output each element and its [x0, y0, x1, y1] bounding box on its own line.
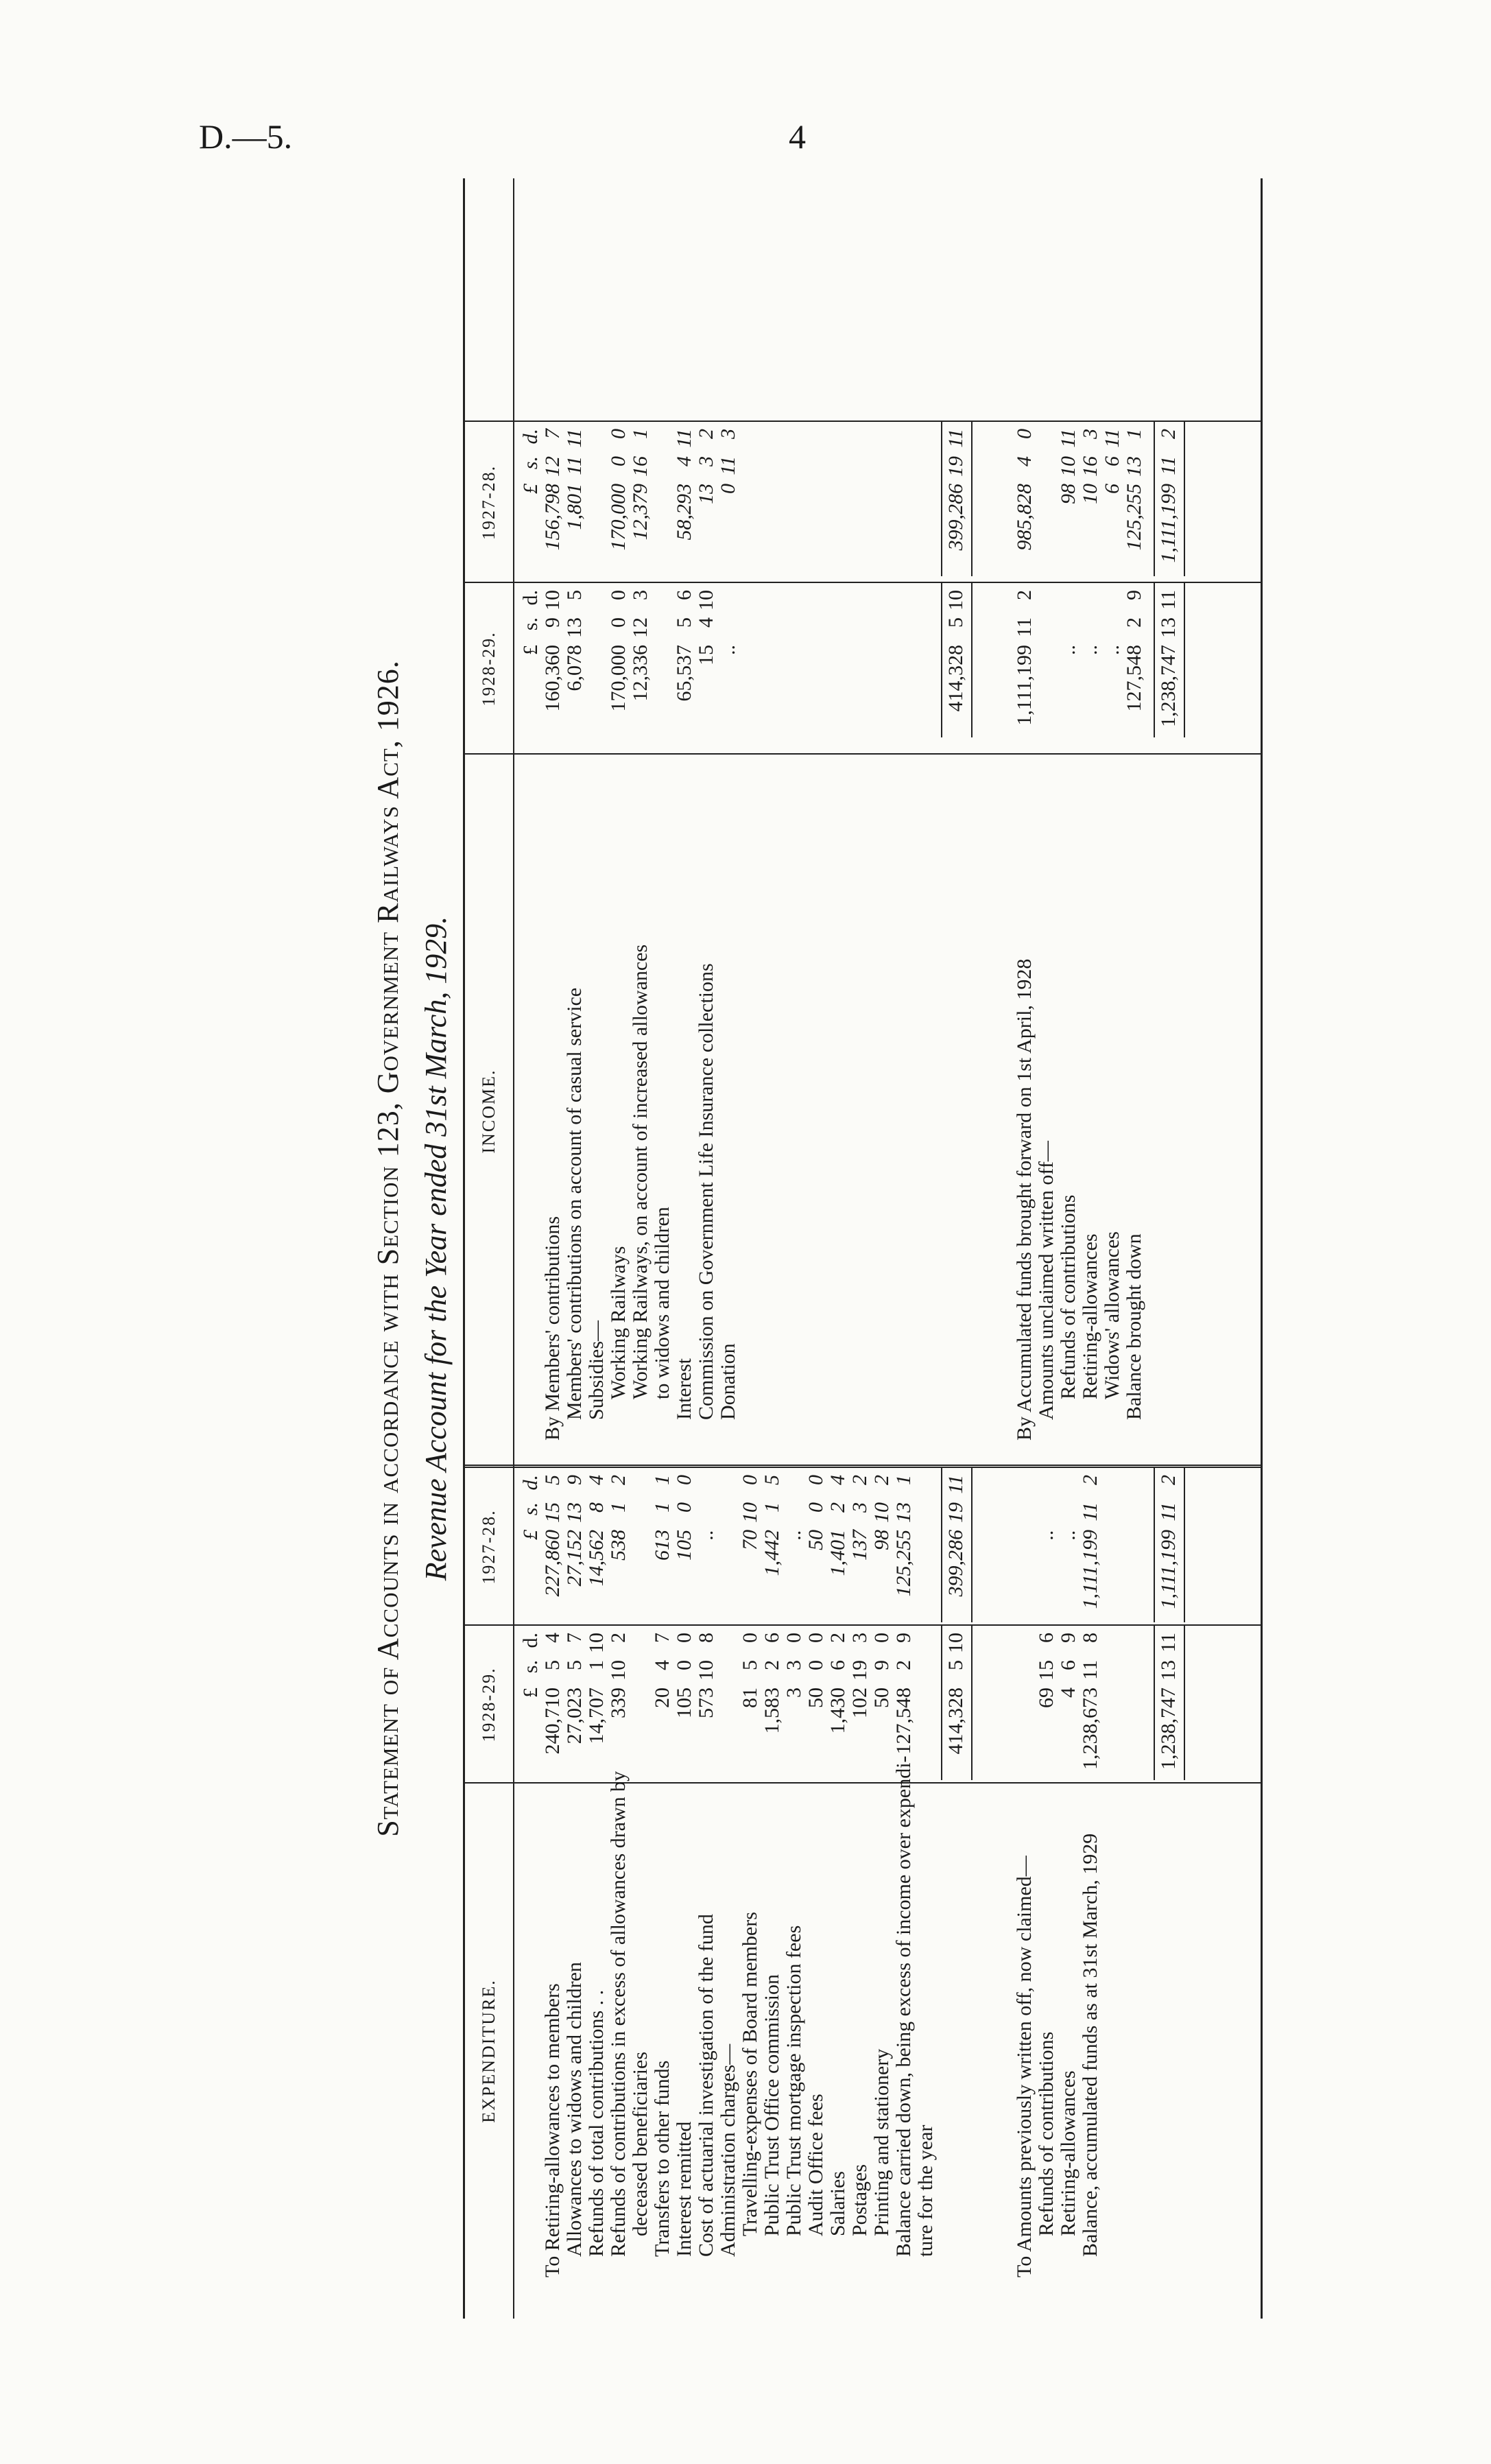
income-row-label: Subsidies—: [585, 1320, 608, 1420]
income-row-1928-pence: 11: [673, 429, 695, 448]
expenditure-row-1929-pence: 0: [870, 1633, 893, 1643]
income-1928-pence-symbol: d.: [519, 429, 542, 445]
expenditure-row-1928-shillings: 3: [848, 1502, 871, 1513]
expenditure2-row-label: Retiring-allowances: [1057, 2070, 1080, 2236]
expenditure-row-label: Allowances to widows and children: [563, 1962, 586, 2257]
expenditure-row-1928-pence: 9: [563, 1475, 586, 1485]
expenditure-row-1929-pence: 0: [783, 1633, 805, 1643]
income-row-1929-pounds: 170,000: [607, 645, 630, 712]
expenditure-row-1928-pounds: 538: [607, 1530, 630, 1561]
income2-row-1928-shillings: 4: [1013, 456, 1036, 466]
income-row-label: Donation: [717, 1343, 739, 1420]
income-1928-total-underline: [1184, 422, 1185, 576]
income2-row-1928-shillings: 10: [1057, 456, 1080, 477]
income-heading: INCOME.: [479, 1069, 499, 1154]
income-row-1928-pounds: 13: [695, 484, 717, 504]
income-1928-total-rule: [1154, 422, 1155, 576]
expenditure2-row-1929-shillings: 11: [1079, 1660, 1101, 1680]
income2-row-1928-pounds: 6: [1101, 484, 1123, 494]
expenditure-row-1928-shillings: 10: [739, 1502, 761, 1523]
income-row-1929-pence: 10: [695, 590, 717, 611]
expenditure2-row-1929-shillings: 6: [1057, 1660, 1080, 1670]
expenditure-row-label: Postages: [848, 2164, 871, 2236]
expenditure-row-1928-pence: 0: [804, 1475, 827, 1485]
income-1929-pence-symbol: d.: [519, 590, 542, 606]
expenditure-row-1928-pounds: ..: [695, 1530, 717, 1540]
income-1928-heading: 1927-28.: [479, 464, 499, 541]
expenditure-row-label: Audit Office fees: [804, 2094, 827, 2236]
income-1929-shillings-symbol: s.: [519, 617, 542, 631]
expenditure-row-1929-pounds: 81: [739, 1687, 761, 1708]
income2-row-1928-shillings: 16: [1079, 456, 1101, 477]
expenditure-row-1928-pounds: 125,255: [892, 1530, 915, 1597]
expenditure-row-1929-shillings: 10: [607, 1660, 630, 1681]
income2-row-1929-pounds: 127,548: [1123, 645, 1145, 712]
income2-row-1928-pounds: 10: [1079, 484, 1101, 504]
expenditure-row-1928-pence: 5: [541, 1475, 564, 1485]
expenditure-row-1928-pence: 1: [892, 1475, 915, 1485]
income-row-1929-pounds: 15: [695, 645, 717, 665]
expenditure-row-1928-shillings: 15: [541, 1502, 564, 1523]
expenditure2-row-1929-pounds: 4: [1057, 1687, 1080, 1698]
income-grand-total-1929-pence: 11: [1157, 590, 1180, 610]
expenditure-1929-subtotal-underline: [971, 1626, 973, 1780]
expenditure-row-1929-shillings: 2: [892, 1660, 915, 1670]
expenditure-row-1928-pence: 0: [739, 1475, 761, 1485]
expenditure-row-1929-shillings: 19: [848, 1660, 871, 1681]
income2-row-label: Refunds of contributions: [1057, 1194, 1080, 1399]
income2-row-label: By Accumulated funds brought forward on 1st April, 1928: [1013, 958, 1036, 1441]
expenditure-row-1928-pence: 2: [870, 1475, 893, 1485]
expenditure-row-1929-pence: 2: [607, 1633, 630, 1643]
expenditure-row-1929-pence: 9: [892, 1633, 915, 1643]
income2-row-1929-pence: 9: [1123, 590, 1145, 600]
income-1929-heading: 1928-29.: [479, 631, 499, 707]
income-1929-subtotal-rule: [941, 583, 942, 737]
income2-row-label: Widows' allowances: [1101, 1231, 1123, 1399]
income-row-1928-shillings: 3: [695, 456, 717, 466]
income2-row-1928-shillings: 13: [1123, 456, 1145, 477]
expenditure-heading: EXPENDITURE.: [479, 1979, 499, 2123]
expenditure-grand-total-1928-pounds: 1,111,199: [1157, 1530, 1180, 1609]
expenditure-row-label: To Retiring-allowances to members: [541, 1983, 564, 2277]
income-row-1929-pounds: 160,360: [541, 645, 564, 712]
income-1928-subtotal-rule: [941, 422, 942, 576]
expenditure-1928-pounds-symbol: £: [519, 1530, 542, 1540]
expenditure-row-1929-pence: 6: [761, 1633, 783, 1643]
income-row-1928-pounds: 0: [717, 484, 739, 494]
expenditure-row-1929-shillings: 10: [695, 1660, 717, 1681]
expenditure-row-1928-pence: 4: [585, 1475, 608, 1485]
income-row-1928-shillings: 11: [563, 456, 586, 475]
expenditure-row-1929-shillings: 5: [739, 1660, 761, 1670]
expenditure2-row-1928-pounds: ..: [1057, 1530, 1080, 1540]
income-row-1929-pence: 10: [541, 590, 564, 611]
expenditure-row-1929-pence: 8: [695, 1633, 717, 1643]
income-row-label: Working Railways, on account of increased allowances: [629, 944, 652, 1399]
expenditure-row-1929-shillings: 3: [783, 1660, 805, 1670]
expenditure-row-1928-pounds: 27,152: [563, 1530, 586, 1587]
expenditure-1929-heading: 1928-29.: [479, 1667, 499, 1742]
expenditure-row-1929-shillings: 4: [651, 1660, 673, 1670]
income-1928-pounds-symbol: £: [519, 484, 542, 494]
expenditure-row-1928-shillings: 13: [892, 1502, 915, 1523]
expenditure-1928-total-underline: [1184, 1468, 1185, 1622]
income-row-1928-shillings: 11: [717, 456, 739, 475]
expenditure-row-label: deceased beneficiaries: [629, 2052, 652, 2236]
expenditure-row-label: Public Trust mortgage inspection fees: [783, 1925, 805, 2236]
expenditure-row-1929-shillings: 6: [826, 1660, 849, 1670]
expenditure-row-1929-pence: 0: [739, 1633, 761, 1643]
expenditure-row-1929-pence: 0: [804, 1633, 827, 1643]
expenditure-row-1928-pounds: 50: [804, 1530, 827, 1550]
expenditure-row-1929-pounds: 14,707: [585, 1687, 608, 1744]
income-total-1929-shillings: 5: [944, 617, 967, 628]
income2-row-1928-pence: 1: [1123, 429, 1145, 439]
expenditure-row-label: Interest remitted: [673, 2121, 695, 2257]
expenditure-row-1928-pounds: 1,401: [826, 1530, 849, 1576]
income-row-1929-pence: 6: [673, 590, 695, 600]
expenditure-row-1929-pounds: 50: [804, 1687, 827, 1708]
income2-row-1928-pounds: 985,828: [1013, 484, 1036, 551]
expenditure-row-label: Travelling-expenses of Board members: [739, 1912, 761, 2236]
expenditure-total-1929-pounds: 414,328: [944, 1687, 967, 1755]
income2-row-label: Retiring-allowances: [1079, 1233, 1101, 1399]
expenditure-1929-shillings-symbol: s.: [519, 1660, 542, 1674]
expenditure-row-1928-pounds: 98: [870, 1530, 893, 1550]
expenditure2-row-1929-pence: 8: [1079, 1633, 1101, 1643]
expenditure-1928-heading: 1927-28.: [479, 1509, 499, 1585]
rotated-statement: [370, 178, 1399, 2319]
income-row-1929-pounds: 12,336: [629, 645, 652, 702]
income-row-1929-pence: 5: [563, 590, 586, 600]
expenditure2-row-1928-pounds: ..: [1035, 1530, 1058, 1540]
expenditure-row-1929-pounds: 339: [607, 1687, 630, 1718]
income2-row-1929-shillings: 2: [1123, 617, 1145, 628]
income-1929-total-rule: [1154, 583, 1155, 737]
income2-row-label: Balance brought down: [1123, 1233, 1145, 1420]
expenditure-row-label: Cost of actuarial investigation of the fund: [695, 1914, 717, 2257]
income-total-1928-pounds: 399,286: [944, 484, 967, 551]
income-grand-total-1928-shillings: 11: [1157, 456, 1180, 475]
income-row-1928-pence: 1: [629, 429, 652, 439]
expenditure2-row-1929-shillings: 15: [1035, 1660, 1058, 1681]
expenditure-1928-shillings-symbol: s.: [519, 1502, 542, 1516]
expenditure-total-1929-pence: 10: [944, 1633, 967, 1653]
income-1929-subtotal-underline: [971, 583, 973, 737]
income-row-1928-shillings: 0: [607, 456, 630, 466]
income2-row-label: Amounts unclaimed written off—: [1035, 1141, 1058, 1420]
income-1929-total-underline: [1184, 583, 1185, 737]
statement-title: Statement of Accounts in accordance with Section 123, Government Railways Act, 1926.: [371, 660, 405, 1837]
income2-row-1928-pence: 3: [1079, 429, 1101, 439]
expenditure-row-label: ture for the year: [914, 2124, 937, 2257]
income2-row-1928-pence: 11: [1057, 429, 1080, 448]
expenditure2-row-label: Refunds of contributions: [1035, 2031, 1058, 2236]
expenditure-row-label: Salaries: [826, 2171, 849, 2236]
expenditure-row-1928-pounds: 613: [651, 1530, 673, 1561]
expenditure-row-1929-pence: 10: [585, 1633, 608, 1653]
expenditure-row-1928-shillings: 0: [673, 1502, 695, 1513]
statement-subtitle: Revenue Account for the Year ended 31st March, 1929.: [419, 916, 453, 1581]
income-row-1928-pence: 0: [607, 429, 630, 439]
expenditure-row-1929-pence: 4: [541, 1633, 564, 1643]
expenditure-1929-subtotal-rule: [941, 1626, 942, 1780]
expenditure-grand-total-1929-pounds: 1,238,747: [1157, 1687, 1180, 1770]
expenditure-row-1929-pounds: 20: [651, 1687, 673, 1708]
income-row-1929-shillings: 5: [673, 617, 695, 628]
income-total-1929-pounds: 414,328: [944, 645, 967, 712]
expenditure-total-1928-shillings: 19: [944, 1502, 967, 1523]
expenditure-row-1929-pence: 7: [651, 1633, 673, 1643]
expenditure-row-1928-pence: 2: [848, 1475, 871, 1485]
income-total-1928-pence: 11: [944, 429, 967, 448]
expenditure-row-label: Public Trust Office commission: [761, 1974, 783, 2236]
expenditure-1929-total-underline: [1184, 1626, 1185, 1780]
expenditure-row-1928-shillings: 0: [804, 1502, 827, 1513]
expenditure-row-1929-shillings: 5: [541, 1660, 564, 1670]
expenditure-row-1928-pence: 0: [673, 1475, 695, 1485]
expenditure-row-1928-pounds: 227,860: [541, 1530, 564, 1597]
expenditure-grand-total-1929-shillings: 13: [1157, 1660, 1180, 1681]
income-row-1928-shillings: 12: [541, 456, 564, 477]
income-row-1928-pence: 11: [563, 429, 586, 448]
expenditure-row-label: Transfers to other funds: [651, 2060, 673, 2257]
expenditure-row-1929-shillings: 5: [563, 1660, 586, 1670]
expenditure-row-1929-shillings: 0: [804, 1660, 827, 1670]
income2-row-1929-shillings: 11: [1013, 617, 1036, 637]
income2-row-1928-pounds: 125,255: [1123, 484, 1145, 551]
income-grand-total-1928-pounds: 1,111,199: [1157, 484, 1180, 563]
income-row-1929-pounds: ..: [717, 645, 739, 655]
income-grand-total-1929-shillings: 13: [1157, 617, 1180, 638]
expenditure-grand-total-1928-shillings: 11: [1157, 1502, 1180, 1521]
income2-row-1928-pence: 0: [1013, 429, 1036, 439]
income-row-1928-pence: 3: [717, 429, 739, 439]
expenditure-row-1928-shillings: 8: [585, 1502, 608, 1513]
income-total-1928-shillings: 19: [944, 456, 967, 477]
expenditure-row-label: Administration charges—: [717, 2044, 739, 2257]
income-row-label: Working Railways: [607, 1246, 630, 1399]
expenditure-row-1928-pence: 4: [826, 1475, 849, 1485]
income-row-label: Interest: [673, 1358, 695, 1420]
expenditure-1928-subtotal-rule: [941, 1468, 942, 1622]
expenditure-row-1929-shillings: 1: [585, 1660, 608, 1670]
expenditure-row-label: Refunds of total contributions . .: [585, 1989, 608, 2257]
expenditure-row-1928-pounds: ..: [783, 1530, 805, 1540]
expenditure-row-1928-shillings: 13: [563, 1502, 586, 1523]
expenditure-row-label: Printing and stationery: [870, 2048, 893, 2236]
expenditure2-row-1929-pounds: 69: [1035, 1687, 1058, 1708]
income2-row-1929-pence: 2: [1013, 590, 1036, 600]
income-row-1928-pence: 7: [541, 429, 564, 439]
expenditure-row-1929-shillings: 9: [870, 1660, 893, 1670]
revenue-account-table: [463, 178, 1263, 2319]
expenditure-1928-total-rule: [1154, 1468, 1155, 1622]
expenditure-row-1929-pence: 0: [673, 1633, 695, 1643]
income-1928-shillings-symbol: s.: [519, 456, 542, 470]
expenditure-row-1929-pounds: 3: [783, 1687, 805, 1698]
expenditure-row-1928-pounds: 1,442: [761, 1530, 783, 1576]
expenditure2-row-1929-pounds: 1,238,673: [1079, 1687, 1101, 1770]
income2-row-1929-pounds: ..: [1101, 645, 1123, 655]
income-row-1929-shillings: 0: [607, 617, 630, 628]
expenditure-row-1929-pounds: 102: [848, 1687, 871, 1718]
income-row-1928-pounds: 12,379: [629, 484, 652, 541]
expenditure-1929-pence-symbol: d.: [519, 1633, 542, 1648]
expenditure2-row-label: Balance, accumulated funds as at 31st March, 1929: [1079, 1833, 1101, 2257]
income-row-1929-pence: 0: [607, 590, 630, 600]
income-row-1929-pounds: 65,537: [673, 645, 695, 702]
expenditure-row-1929-pence: 2: [826, 1633, 849, 1643]
expenditure-row-1928-pence: 1: [651, 1475, 673, 1485]
income-row-1929-pence: 3: [629, 590, 652, 600]
income-row-label: Commission on Government Life Insurance collections: [695, 963, 717, 1420]
expenditure-row-1928-pounds: 14,562: [585, 1530, 608, 1587]
income-grand-total-1929-pounds: 1,238,747: [1157, 645, 1180, 727]
expenditure-row-1929-shillings: 2: [761, 1660, 783, 1670]
income-total-1929-pence: 10: [944, 590, 967, 611]
income-row-1929-shillings: 4: [695, 617, 717, 628]
income-row-1928-pounds: 156,798: [541, 484, 564, 551]
expenditure-row-1928-pounds: 70: [739, 1530, 761, 1550]
expenditure-row-1928-pounds: 105: [673, 1530, 695, 1561]
expenditure-row-1929-pounds: 1,430: [826, 1687, 849, 1734]
income-row-1928-shillings: 16: [629, 456, 652, 477]
expenditure-row-1928-shillings: 1: [761, 1502, 783, 1513]
income-row-1928-pence: 2: [695, 429, 717, 439]
expenditure-row-label: Balance carried down, being excess of income over expendi-: [892, 1755, 915, 2257]
income-row-1929-shillings: 13: [563, 617, 586, 638]
expenditure-row-1929-pounds: 50: [870, 1687, 893, 1708]
expenditure2-row-1928-pence: 2: [1079, 1475, 1101, 1485]
income2-row-1929-pounds: ..: [1057, 645, 1080, 655]
income-row-label: By Members' contributions: [541, 1216, 564, 1441]
expenditure2-row-1929-pence: 9: [1057, 1633, 1080, 1643]
expenditure-1928-subtotal-underline: [971, 1468, 973, 1622]
income-1929-pounds-symbol: £: [519, 645, 542, 655]
expenditure-row-1929-pounds: 240,710: [541, 1687, 564, 1755]
income-row-1928-pounds: 1,801: [563, 484, 586, 530]
expenditure-row-1928-shillings: 10: [870, 1502, 893, 1523]
expenditure-total-1928-pounds: 399,286: [944, 1530, 967, 1597]
document-reference: D.—5.: [199, 117, 293, 156]
expenditure-row-1929-pounds: 27,023: [563, 1687, 586, 1744]
income2-row-1929-pounds: 1,111,199: [1013, 645, 1036, 726]
expenditure2-row-label: To Amounts previously written off, now claimed—: [1013, 1856, 1036, 2277]
income-row-1929-pounds: 6,078: [563, 645, 586, 691]
expenditure-1929-total-rule: [1154, 1626, 1155, 1780]
expenditure2-row-1929-pence: 6: [1035, 1633, 1058, 1643]
expenditure-row-1929-pence: 7: [563, 1633, 586, 1643]
expenditure-row-1928-pounds: 137: [848, 1530, 871, 1561]
expenditure-row-1929-pence: 3: [848, 1633, 871, 1643]
expenditure-row-1929-pounds: 573: [695, 1687, 717, 1718]
income2-row-1929-pounds: ..: [1079, 645, 1101, 655]
expenditure-row-1929-pounds: 105: [673, 1687, 695, 1718]
income-row-1928-shillings: 4: [673, 456, 695, 466]
expenditure-row-1928-shillings: 1: [651, 1502, 673, 1513]
income2-row-1928-shillings: 6: [1101, 456, 1123, 466]
expenditure2-row-1928-shillings: 11: [1079, 1502, 1101, 1521]
income-row-1928-pounds: 58,293: [673, 484, 695, 541]
income-row-1928-pounds: 170,000: [607, 484, 630, 551]
expenditure-row-1928-pence: 5: [761, 1475, 783, 1485]
income2-row-1928-pence: 11: [1101, 429, 1123, 448]
income-row-1929-shillings: 12: [629, 617, 652, 638]
expenditure-total-1929-shillings: 5: [944, 1660, 967, 1670]
income2-row-1928-pounds: 98: [1057, 484, 1080, 504]
income-row-label: Members' contributions on account of casual service: [563, 987, 586, 1420]
page-number: 4: [789, 117, 806, 156]
expenditure2-row-1928-pounds: 1,111,199: [1079, 1530, 1101, 1609]
expenditure-row-1928-shillings: 2: [826, 1502, 849, 1513]
expenditure-row-1928-pence: 2: [607, 1475, 630, 1485]
income-row-label: to widows and children: [651, 1207, 673, 1399]
income-grand-total-1928-pence: 2: [1157, 429, 1180, 439]
expenditure-row-1929-pounds: 1,583: [761, 1687, 783, 1734]
expenditure-grand-total-1928-pence: 2: [1157, 1475, 1180, 1485]
expenditure-row-label: Refunds of contributions in excess of allowances drawn by: [607, 1770, 630, 2257]
expenditure-grand-total-1929-pence: 11: [1157, 1633, 1180, 1652]
expenditure-row-1928-shillings: 1: [607, 1502, 630, 1513]
expenditure-1929-pounds-symbol: £: [519, 1687, 542, 1698]
income-row-1929-shillings: 9: [541, 617, 564, 628]
income-1928-subtotal-underline: [971, 422, 973, 576]
expenditure-total-1928-pence: 11: [944, 1475, 967, 1494]
expenditure-1928-pence-symbol: d.: [519, 1475, 542, 1491]
expenditure-row-1929-pounds: 127,548: [892, 1687, 915, 1755]
expenditure-row-1929-shillings: 0: [673, 1660, 695, 1670]
